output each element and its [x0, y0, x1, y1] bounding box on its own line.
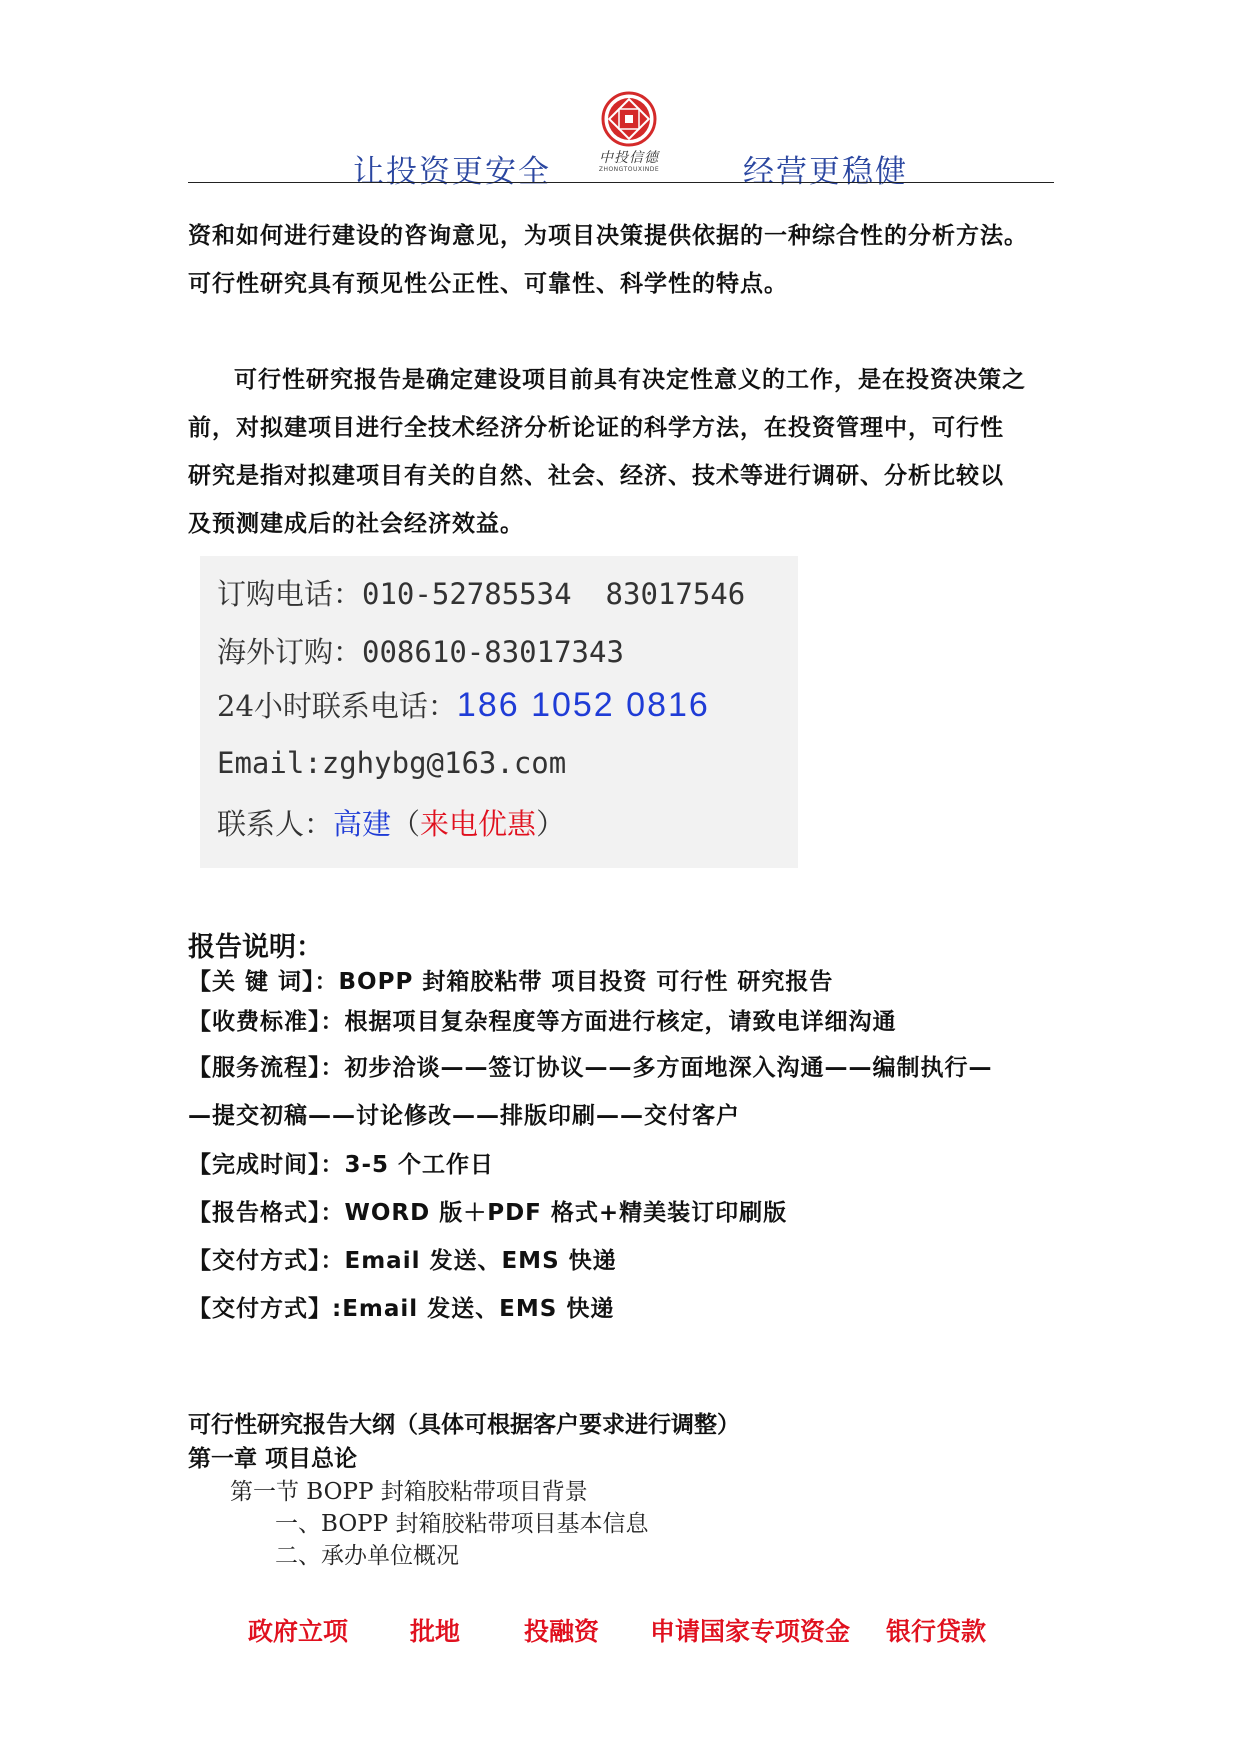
contact-person-name: 高建	[333, 807, 392, 841]
email-line	[217, 746, 566, 780]
slogan-right: 经营更稳健	[743, 154, 908, 190]
paragraph-line: 可行性研究具有预见性公正性、可靠性、科学性的特点。	[188, 271, 788, 297]
paragraph-line: 前，对拟建项目进行全技术经济分析论证的科学方法，在投资管理中，可行性	[188, 415, 1004, 441]
brand-subtitle: ZHONGTOUXINDE	[598, 166, 660, 173]
delivery-label: 【交付方式】：	[188, 1248, 345, 1274]
format-value: WORD 版＋PDF 格式+精美装订印刷版	[344, 1200, 788, 1226]
time-value: 3-5 个工作日	[344, 1152, 495, 1178]
process-value-continued: —提交初稿——讨论修改——排版印刷——交付客户	[188, 1103, 740, 1129]
hotline-label: 24小时联系电话：	[217, 689, 457, 723]
footer-item-bank-loan: 银行贷款	[886, 1617, 987, 1646]
outline-chapter-1: 第一章 项目总论	[188, 1446, 358, 1472]
paragraph-line: 及预测建成后的社会经济效益。	[188, 511, 524, 537]
paragraph-line: 资和如何进行建设的咨询意见，为项目决策提供依据的一种综合性的分析方法。	[188, 223, 1028, 249]
brand-name: 中投信德	[599, 150, 659, 166]
time-label: 【完成时间】：	[188, 1152, 345, 1178]
keywords-value: BOPP 封箱胶粘带 项目投资 可行性 研究报告	[338, 969, 834, 995]
keywords-row	[188, 963, 833, 996]
process-value: 初步洽谈——签订协议——多方面地深入沟通——编制执行—	[344, 1055, 993, 1081]
email-link[interactable]: zghybg@163.com	[321, 746, 567, 780]
order-phone-1: 010-52785534	[362, 577, 572, 611]
paragraph-line: 可行性研究报告是确定建设项目前具有决定性意义的工作，是在投资决策之	[234, 367, 1026, 393]
outline-item-2: 二、承办单位概况	[275, 1543, 459, 1569]
footer-item-special-funds: 申请国家专项资金	[650, 1617, 851, 1646]
footer-item-project-approval: 政府立项	[248, 1617, 349, 1646]
delivery-value: Email 发送、EMS 快递	[344, 1248, 617, 1274]
delivery-row-2	[188, 1290, 614, 1323]
intro-paragraph-1	[188, 212, 1054, 308]
page-header	[188, 86, 1054, 190]
slogan-left: 让投资更安全	[353, 154, 551, 190]
order-phone-line	[217, 572, 745, 613]
intro-paragraph-2	[188, 356, 1054, 548]
paren-open: （	[391, 807, 421, 841]
fee-value: 根据项目复杂程度等方面进行核定，请致电详细沟通	[344, 1009, 897, 1035]
time-row	[188, 1146, 494, 1179]
footer-item-financing: 投融资	[524, 1617, 600, 1646]
outline-item-1: 一、BOPP 封箱胶粘带项目基本信息	[275, 1511, 649, 1537]
delivery2-value: Email 发送、EMS 快递	[342, 1296, 615, 1322]
order-phone-label: 订购电话：	[217, 577, 363, 611]
format-row	[188, 1194, 787, 1227]
email-label: Email:	[217, 746, 322, 780]
contact-person-line	[217, 802, 565, 843]
footer-item-land-approval: 批地	[410, 1617, 461, 1646]
process-label: 【服务流程】：	[188, 1055, 345, 1081]
overseas-phone: 008610-83017343	[362, 635, 624, 669]
keywords-label: 【关 键 词】：	[188, 969, 339, 995]
company-seal-logo-icon	[601, 91, 657, 147]
delivery-row	[188, 1242, 617, 1275]
format-label: 【报告格式】：	[188, 1200, 345, 1226]
process-row	[188, 1049, 993, 1082]
outline-section-1: 第一节 BOPP 封箱胶粘带项目背景	[230, 1479, 588, 1505]
hotline-phone: 186 1052 0816	[456, 686, 710, 724]
overseas-phone-line	[217, 630, 624, 671]
report-description-title: 报告说明：	[188, 932, 323, 963]
contact-person-note: 来电优惠	[420, 807, 537, 841]
fee-label: 【收费标准】：	[188, 1009, 345, 1035]
outline-heading: 可行性研究报告大纲（具体可根据客户要求进行调整）	[188, 1412, 740, 1438]
fee-row	[188, 1003, 897, 1036]
contact-box	[200, 556, 798, 868]
header-divider	[188, 182, 1054, 183]
process-row-continued	[188, 1097, 740, 1130]
delivery2-label: 【交付方式】:	[188, 1296, 343, 1322]
hotline-line	[217, 684, 710, 725]
paren-close: ）	[536, 807, 566, 841]
contact-person-label: 联系人：	[217, 807, 334, 841]
overseas-phone-label: 海外订购：	[217, 635, 363, 669]
paragraph-line: 研究是指对拟建项目有关的自然、社会、经济、技术等进行调研、分析比较以	[188, 463, 1004, 489]
order-phone-2: 83017546	[605, 577, 746, 611]
